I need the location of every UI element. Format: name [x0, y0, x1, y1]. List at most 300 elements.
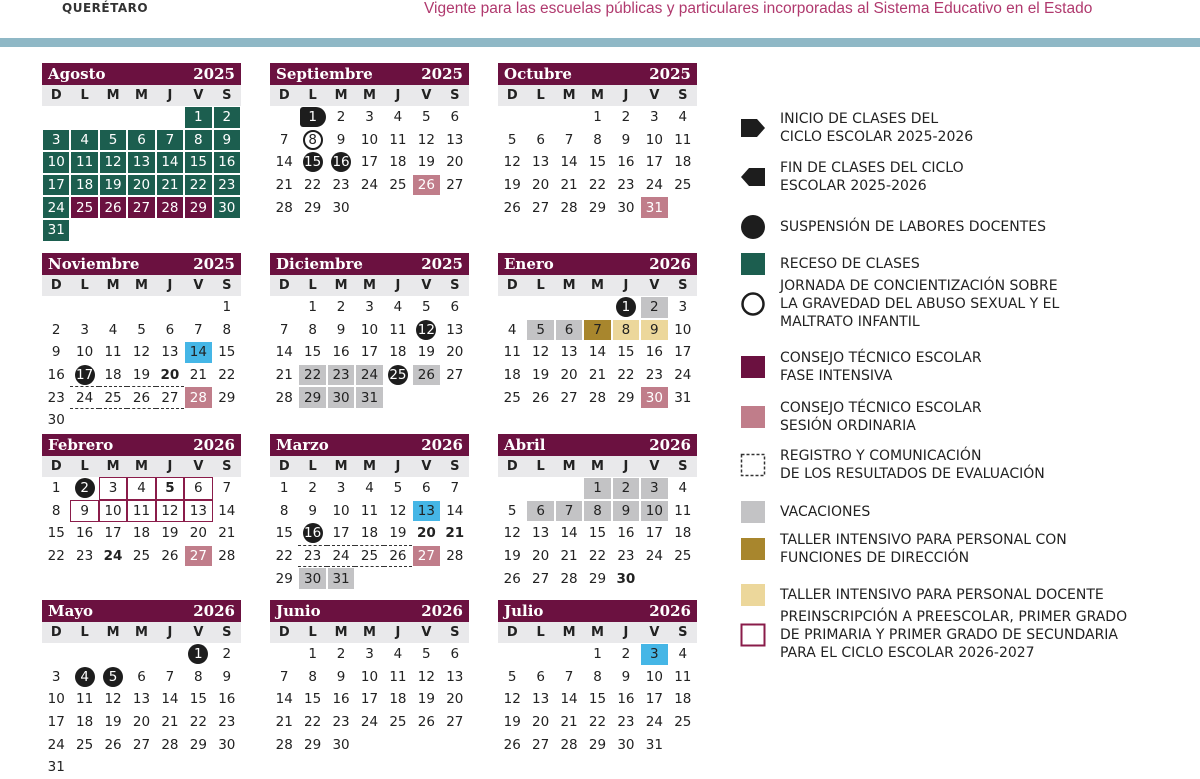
- weekday-label: D: [506, 278, 518, 293]
- day-number: 18: [674, 525, 692, 542]
- day-cell: [412, 711, 440, 734]
- day-number: 18: [674, 691, 692, 708]
- day-number: 1: [51, 480, 61, 497]
- day-cell: [99, 545, 127, 568]
- day-cell: [42, 319, 70, 342]
- day-cell: [99, 174, 127, 197]
- legend-label: CONSEJO TÉCNICO ESCOLAR FASE INTENSIVA: [780, 350, 982, 384]
- day-number: 26: [389, 548, 407, 565]
- day-number: 23: [218, 177, 236, 194]
- day-cell: [555, 688, 583, 711]
- day-cell: [99, 196, 127, 219]
- day-number: 6: [422, 480, 431, 497]
- empty-cell: [555, 296, 583, 319]
- day-cell: [99, 477, 127, 500]
- empty-cell: [42, 106, 70, 129]
- month-year: 2026: [421, 436, 463, 454]
- day-cell: [441, 688, 469, 711]
- day-cell: [526, 711, 554, 734]
- day-number: 12: [532, 344, 550, 361]
- day-number: 6: [564, 321, 574, 338]
- day-cell: [441, 364, 469, 387]
- day-number: 6: [137, 668, 146, 685]
- day-number: 17: [47, 177, 65, 194]
- day-number: 2: [621, 109, 631, 126]
- day-cell: [583, 196, 611, 219]
- day-number: 3: [678, 299, 688, 316]
- empty-cell: [526, 106, 554, 129]
- weekday-label: D: [50, 625, 62, 640]
- day-number: 20: [416, 525, 436, 542]
- empty-cell: [526, 477, 554, 500]
- weekday-label: V: [649, 88, 660, 103]
- day-number: 7: [564, 502, 574, 519]
- day-cell: [213, 643, 241, 666]
- day-number: 10: [645, 131, 663, 148]
- day-number: 9: [222, 131, 232, 148]
- day-cell: [526, 522, 554, 545]
- day-number: 15: [588, 691, 607, 708]
- day-cell: [612, 364, 640, 387]
- day-number: 30: [304, 570, 322, 587]
- day-cell: [270, 477, 298, 500]
- day-number: 26: [104, 199, 122, 216]
- day-cell: [156, 522, 184, 545]
- day-cell: [270, 386, 298, 409]
- weekday-label: M: [363, 625, 376, 640]
- day-cell: [70, 364, 98, 387]
- day-number: 13: [532, 154, 550, 171]
- day-number: 20: [532, 548, 550, 565]
- weekday-label: S: [678, 278, 688, 293]
- day-number: 26: [132, 389, 151, 406]
- empty-cell: [498, 106, 526, 129]
- weekday-label: V: [193, 88, 204, 103]
- day-cell: [327, 364, 355, 387]
- day-number: 28: [560, 736, 578, 753]
- day-cell: [555, 341, 583, 364]
- day-number: 9: [222, 668, 232, 685]
- day-number: 12: [104, 154, 122, 171]
- day-number: 12: [104, 691, 122, 708]
- day-cell: [441, 319, 469, 342]
- day-cell: [498, 129, 526, 152]
- day-cell: [213, 522, 241, 545]
- day-number: 9: [80, 502, 89, 519]
- month-name: Abril: [504, 436, 546, 454]
- day-number: 2: [222, 109, 232, 126]
- day-cell: [669, 296, 697, 319]
- day-number: 20: [132, 177, 151, 194]
- day-number: 16: [617, 525, 635, 542]
- day-number: 17: [332, 525, 350, 542]
- day-cell: [669, 522, 697, 545]
- day-cell: [526, 567, 554, 590]
- weekday-label: D: [506, 625, 518, 640]
- day-cell: [526, 341, 554, 364]
- day-cell: [184, 500, 212, 523]
- day-number: 15: [218, 344, 236, 361]
- day-number: 21: [560, 177, 578, 194]
- day-cell: [213, 666, 241, 689]
- day-number: 6: [536, 502, 545, 519]
- day-number: 17: [360, 344, 379, 361]
- day-number: 21: [560, 714, 578, 731]
- day-cell: [384, 643, 412, 666]
- day-number: 3: [650, 480, 659, 497]
- weekday-label: J: [623, 88, 629, 103]
- day-cell: [184, 319, 212, 342]
- day-cell: [583, 643, 611, 666]
- weekday-label: V: [193, 625, 204, 640]
- day-number: 30: [617, 199, 635, 216]
- day-cell: [526, 129, 554, 152]
- day-number: 14: [560, 691, 578, 708]
- legend-label: FIN DE CLASES DEL CICLO ESCOLAR 2025-2026: [780, 160, 964, 194]
- day-number: 15: [617, 344, 635, 361]
- day-cell: [583, 174, 611, 197]
- empty-cell: [270, 106, 298, 129]
- day-number: 10: [76, 344, 94, 361]
- day-cell: [384, 545, 412, 568]
- day-number: 12: [132, 344, 151, 361]
- legend-label: VACACIONES: [780, 504, 871, 520]
- weekday-label: D: [278, 278, 290, 293]
- day-cell: [156, 711, 184, 734]
- day-number: 24: [103, 548, 123, 565]
- day-cell: [583, 522, 611, 545]
- day-number: 29: [588, 570, 607, 587]
- day-cell: [441, 643, 469, 666]
- weekday-row: [42, 622, 241, 643]
- day-number: 7: [450, 480, 460, 497]
- day-cell: [156, 341, 184, 364]
- empty-cell: [498, 643, 526, 666]
- weekday-label: S: [450, 459, 460, 474]
- day-number: 8: [593, 502, 602, 519]
- day-cell: [99, 688, 127, 711]
- day-cell: [99, 129, 127, 152]
- day-number: 2: [75, 478, 95, 498]
- day-number: 14: [275, 154, 293, 171]
- weekday-label: M: [562, 88, 576, 103]
- day-cell: [498, 341, 526, 364]
- day-cell: [156, 688, 184, 711]
- day-number: 2: [650, 299, 659, 316]
- day-number: 20: [446, 154, 464, 171]
- day-cell: [498, 196, 526, 219]
- day-cell: [498, 522, 526, 545]
- day-number: 23: [332, 714, 350, 731]
- day-number: 8: [194, 131, 203, 148]
- day-number: 11: [389, 321, 407, 338]
- day-cell: [498, 688, 526, 711]
- day-number: 2: [336, 299, 346, 316]
- day-cell: [441, 711, 469, 734]
- day-cell: [127, 151, 155, 174]
- empty-cell: [42, 296, 70, 319]
- day-cell: [127, 688, 155, 711]
- weekday-label: L: [80, 88, 89, 103]
- day-number: 20: [532, 714, 550, 731]
- month-year: 2026: [421, 602, 463, 620]
- day-number: 20: [560, 367, 578, 384]
- day-number: 3: [365, 646, 374, 663]
- month-enero: [498, 253, 697, 409]
- day-number: 13: [132, 691, 151, 708]
- day-cell: [612, 688, 640, 711]
- month-header: [498, 434, 697, 456]
- day-cell: [298, 196, 326, 219]
- day-cell: [156, 151, 184, 174]
- day-cell: [640, 477, 668, 500]
- day-number: 3: [365, 299, 374, 316]
- day-number: 18: [132, 525, 151, 542]
- day-number: 8: [308, 321, 317, 338]
- day-cell: [327, 106, 355, 129]
- day-cell: [184, 106, 212, 129]
- day-number: 12: [417, 321, 435, 338]
- day-number: 15: [304, 154, 322, 171]
- day-cell: [42, 756, 70, 779]
- month-year: 2025: [649, 65, 691, 83]
- day-cell: [127, 319, 155, 342]
- day-number: 6: [450, 299, 460, 316]
- day-number: 22: [47, 548, 65, 565]
- ord-icon: [740, 405, 766, 429]
- day-cell: [298, 296, 326, 319]
- weekday-label: M: [135, 88, 148, 103]
- weekday-label: V: [649, 278, 660, 293]
- day-cell: [441, 666, 469, 689]
- jornada-icon: [740, 292, 766, 316]
- day-cell: [42, 409, 70, 432]
- weekday-label: D: [278, 625, 290, 640]
- day-cell: [555, 364, 583, 387]
- month-header: [42, 600, 241, 622]
- month-octubre: [498, 63, 697, 219]
- day-number: 10: [360, 321, 379, 338]
- day-cell: [270, 522, 298, 545]
- day-number: 24: [360, 367, 379, 384]
- day-number: 27: [532, 736, 550, 753]
- day-cell: [270, 711, 298, 734]
- day-cell: [42, 733, 70, 756]
- day-number: 17: [674, 344, 692, 361]
- day-number: 2: [222, 646, 232, 663]
- day-cell: [213, 106, 241, 129]
- day-cell: [298, 500, 326, 523]
- day-number: 24: [47, 736, 65, 753]
- legend-item-fin: [740, 159, 964, 195]
- day-number: 10: [360, 668, 379, 685]
- day-number: 1: [279, 480, 289, 497]
- day-number: 16: [76, 525, 94, 542]
- day-number: 17: [360, 154, 379, 171]
- empty-cell: [555, 477, 583, 500]
- weekday-row: [270, 622, 469, 643]
- day-cell: [99, 319, 127, 342]
- day-cell: [298, 666, 326, 689]
- weekday-label: J: [395, 625, 401, 640]
- day-cell: [70, 129, 98, 152]
- day-number: 5: [507, 668, 517, 685]
- day-cell: [412, 688, 440, 711]
- weekday-label: V: [193, 459, 204, 474]
- day-cell: [669, 711, 697, 734]
- month-year: 2026: [649, 602, 691, 620]
- day-number: 13: [532, 691, 550, 708]
- month-header: [270, 253, 469, 275]
- day-number: 30: [332, 199, 350, 216]
- day-cell: [612, 711, 640, 734]
- day-number: 25: [389, 367, 407, 384]
- day-cell: [156, 733, 184, 756]
- month-febrero: [42, 434, 241, 567]
- weekday-label: L: [80, 459, 89, 474]
- day-cell: [213, 129, 241, 152]
- day-number: 1: [300, 107, 326, 127]
- day-cell: [555, 567, 583, 590]
- day-number: 21: [275, 367, 293, 384]
- day-number: 3: [108, 480, 118, 497]
- day-number: 21: [275, 714, 293, 731]
- day-cell: [127, 386, 155, 409]
- day-cell: [156, 129, 184, 152]
- day-number: 29: [218, 389, 236, 406]
- weekday-label: J: [167, 459, 173, 474]
- empty-cell: [270, 643, 298, 666]
- day-grid: [498, 106, 697, 219]
- weekday-label: M: [363, 459, 376, 474]
- day-number: 15: [588, 525, 607, 542]
- day-number: 12: [161, 502, 179, 519]
- day-number: 16: [617, 691, 635, 708]
- day-cell: [355, 711, 383, 734]
- day-cell: [612, 386, 640, 409]
- day-number: 8: [51, 502, 61, 519]
- day-number: 19: [417, 154, 435, 171]
- day-number: 9: [336, 668, 346, 685]
- day-cell: [526, 196, 554, 219]
- day-number: 7: [194, 321, 203, 338]
- day-cell: [669, 545, 697, 568]
- day-number: 24: [332, 548, 350, 565]
- weekday-label: S: [678, 88, 688, 103]
- day-grid: [498, 296, 697, 409]
- day-number: 20: [160, 367, 180, 384]
- day-number: 22: [588, 714, 607, 731]
- day-number: 18: [503, 367, 521, 384]
- day-number: 30: [218, 199, 236, 216]
- day-number: 17: [76, 367, 94, 384]
- fin-icon: [740, 165, 766, 189]
- day-number: 18: [389, 344, 407, 361]
- day-number: 29: [588, 199, 607, 216]
- day-number: 5: [108, 131, 118, 148]
- weekday-label: L: [80, 625, 89, 640]
- day-number: 30: [218, 736, 236, 753]
- day-number: 29: [275, 570, 293, 587]
- day-cell: [412, 522, 440, 545]
- day-cell: [298, 341, 326, 364]
- day-cell: [298, 151, 326, 174]
- day-number: 6: [137, 131, 146, 148]
- day-number: 13: [560, 344, 578, 361]
- day-cell: [270, 545, 298, 568]
- day-number: 17: [360, 691, 379, 708]
- day-number: 18: [76, 714, 94, 731]
- day-number: 31: [645, 736, 663, 753]
- legend-item-susp: [740, 215, 1046, 239]
- month-header: [42, 63, 241, 85]
- month-header: [270, 63, 469, 85]
- weekday-label: S: [678, 625, 688, 640]
- day-cell: [327, 196, 355, 219]
- month-year: 2026: [193, 602, 235, 620]
- day-cell: [355, 522, 383, 545]
- day-cell: [42, 196, 70, 219]
- day-cell: [640, 666, 668, 689]
- month-name: Mayo: [48, 602, 94, 620]
- day-number: 19: [503, 548, 521, 565]
- day-cell: [70, 666, 98, 689]
- day-cell: [355, 151, 383, 174]
- day-cell: [70, 711, 98, 734]
- day-number: 27: [532, 570, 550, 587]
- day-cell: [498, 151, 526, 174]
- day-cell: [355, 174, 383, 197]
- day-number: 27: [161, 389, 179, 406]
- day-cell: [156, 500, 184, 523]
- day-cell: [640, 500, 668, 523]
- day-number: 27: [189, 548, 207, 565]
- day-cell: [70, 196, 98, 219]
- day-cell: [355, 545, 383, 568]
- day-cell: [127, 196, 155, 219]
- day-number: 24: [47, 199, 65, 216]
- weekday-label: L: [308, 625, 317, 640]
- day-cell: [355, 296, 383, 319]
- day-number: 10: [645, 502, 663, 519]
- day-cell: [612, 196, 640, 219]
- day-number: 27: [417, 548, 435, 565]
- day-number: 22: [588, 177, 607, 194]
- day-number: 14: [161, 154, 179, 171]
- day-cell: [70, 151, 98, 174]
- weekday-row: [498, 85, 697, 106]
- day-number: 6: [450, 109, 460, 126]
- empty-cell: [99, 643, 127, 666]
- day-cell: [70, 386, 98, 409]
- day-number: 4: [678, 646, 688, 663]
- weekday-label: L: [80, 278, 89, 293]
- weekday-label: M: [562, 278, 576, 293]
- day-cell: [184, 545, 212, 568]
- day-number: 4: [80, 131, 89, 148]
- day-cell: [555, 174, 583, 197]
- day-cell: [327, 296, 355, 319]
- month-name: Noviembre: [48, 255, 140, 273]
- day-cell: [327, 129, 355, 152]
- day-cell: [298, 545, 326, 568]
- day-cell: [355, 500, 383, 523]
- day-cell: [555, 545, 583, 568]
- day-number: 5: [422, 299, 431, 316]
- weekday-label: L: [536, 278, 545, 293]
- day-number: 8: [222, 321, 232, 338]
- day-number: 6: [450, 646, 460, 663]
